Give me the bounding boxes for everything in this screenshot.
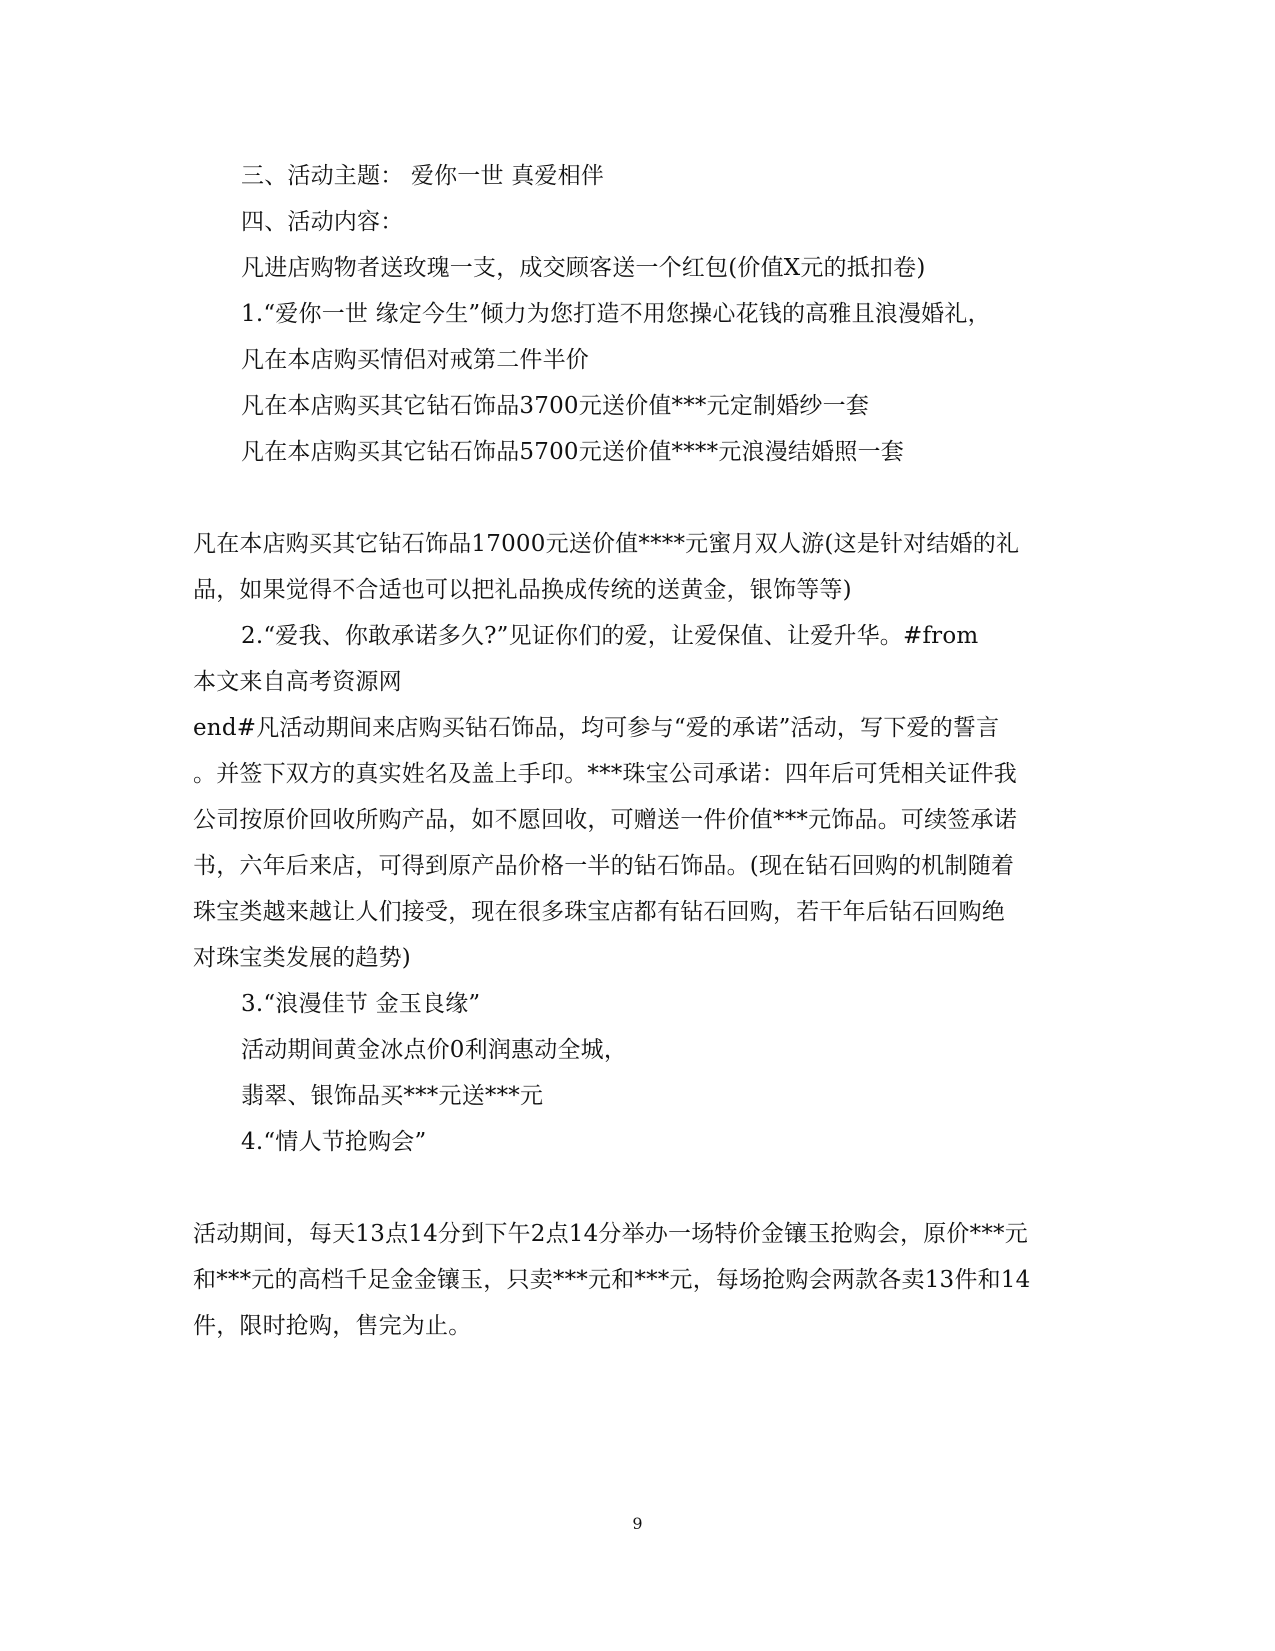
item-4-title: 4.“情人节抢购会”	[241, 1129, 427, 1155]
paragraph-line: 品，如果觉得不合适也可以把礼品换成传统的送黄金，银饰等等)	[193, 577, 852, 603]
paragraph-line: 和***元的高档千足金金镶玉，只卖***元和***元，每场抢购会两款各卖13件和14	[193, 1267, 1031, 1293]
paragraph-line: 本文来自高考资源网	[193, 669, 402, 695]
item-3-title: 3.“浪漫佳节 金玉良缘”	[241, 991, 481, 1017]
paragraph-line: 。并签下双方的真实姓名及盖上手印。***珠宝公司承诺：四年后可凭相关证件我	[193, 761, 1017, 787]
section-4-heading: 四、活动内容：	[241, 209, 404, 235]
section-3-heading: 三、活动主题： 爱你一世 真爱相伴	[241, 163, 605, 189]
paragraph-line: 公司按原价回收所购产品，如不愿回收，可赠送一件价值***元饰品。可续签承诺	[193, 807, 1017, 833]
item-1-title: 1.“爱你一世 缘定今生”倾力为您打造不用您操心花钱的高雅且浪漫婚礼，	[241, 301, 991, 327]
paragraph-line: 珠宝类越来越让人们接受，现在很多珠宝店都有钻石回购，若干年后钻石回购绝	[193, 899, 1005, 925]
page-number: 9	[632, 1514, 643, 1533]
paragraph-line: 翡翠、银饰品买***元送***元	[241, 1083, 544, 1109]
paragraph-line: 凡进店购物者送玫瑰一支，成交顾客送一个红包(价值X元的抵扣卷)	[241, 255, 926, 281]
paragraph-line: 活动期间黄金冰点价0利润惠动全城，	[241, 1037, 628, 1063]
paragraph-line: 凡在本店购买其它钻石饰品5700元送价值****元浪漫结婚照一套	[241, 439, 904, 465]
paragraph-line: 凡在本店购买其它钻石饰品17000元送价值****元蜜月双人游(这是针对结婚的礼	[193, 531, 1020, 557]
paragraph-line: 对珠宝类发展的趋势)	[193, 945, 411, 971]
paragraph-line: 凡在本店购买情侣对戒第二件半价	[241, 347, 589, 373]
paragraph-line: 凡在本店购买其它钻石饰品3700元送价值***元定制婚纱一套	[241, 393, 870, 419]
paragraph-line: end#凡活动期间来店购买钻石饰品，均可参与“爱的承诺”活动，写下爱的誓言	[193, 715, 1000, 741]
paragraph-line: 件，限时抢购，售完为止。	[193, 1313, 472, 1339]
paragraph-line: 活动期间，每天13点14分到下午2点14分举办一场特价金镶玉抢购会，原价***元	[193, 1221, 1028, 1247]
item-2-title: 2.“爱我、你敢承诺多久?”见证你们的爱，让爱保值、让爱升华。#from	[241, 623, 979, 649]
paragraph-line: 书，六年后来店，可得到原产品价格一半的钻石饰品。(现在钻石回购的机制随着	[193, 853, 1015, 879]
